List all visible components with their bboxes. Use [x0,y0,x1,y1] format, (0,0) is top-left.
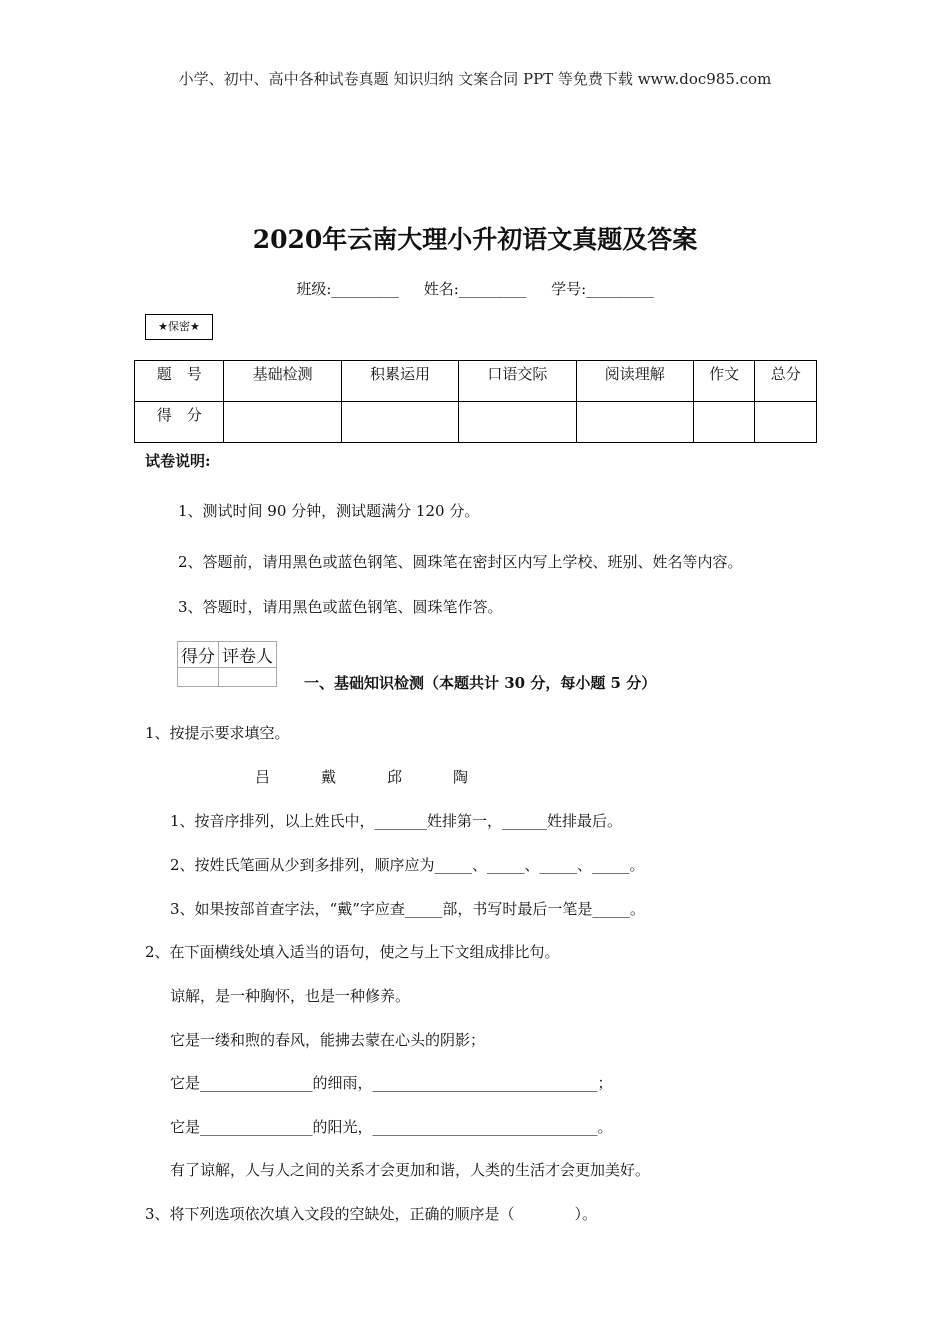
header-cell: 口语交际 [459,361,576,402]
question-2-line: 它是_______________的细雨，______________________________； [170,1074,613,1092]
surname-list [255,766,519,787]
score-cell[interactable] [224,402,341,443]
header-cell: 阅读理解 [576,361,693,402]
class-field: 班级:_________ [296,280,399,298]
surname: 吕 [255,768,271,786]
question-2-line: 谅解，是一种胸怀，也是一种修养。 [170,987,411,1005]
page-title: 2020年云南大理小升初语文真题及答案 [252,225,698,254]
header-cell: 题 号 [135,361,224,402]
grader-score-cell[interactable] [178,668,219,687]
grader-box [177,641,277,687]
header-banner: 小学、初中、高中各种试卷真题 知识归纳 文案合同 PPT 等免费下载 www.doc985.com [178,70,772,88]
score-table-score-row [135,402,817,443]
question-1-stem: 1、按提示要求填空。 [145,724,290,742]
question-2-line: 它是一缕和煦的春风，能拂去蒙在心头的阴影； [170,1031,486,1049]
header-cell: 基础检测 [224,361,341,402]
score-table [134,360,817,443]
score-cell[interactable] [341,402,458,443]
grader-score-label: 得分 [178,642,219,668]
student-info-fields [0,278,950,299]
header-cell: 积累运用 [341,361,458,402]
surname: 戴 [321,768,337,786]
instruction-item: 1、测试时间 90 分钟，测试题满分 120 分。 [178,502,480,520]
instruction-item: 3、答题时，请用黑色或蓝色钢笔、圆珠笔作答。 [178,598,503,616]
instructions-title: 试卷说明: [145,452,211,470]
score-cell[interactable] [755,402,817,443]
row-label: 得 分 [135,402,224,443]
header-cell: 作文 [693,361,755,402]
instruction-item: 2、答题前，请用黑色或蓝色钢笔、圆珠笔在密封区内写上学校、班别、姓名等内容。 [178,553,743,571]
question-1-sub: 2、按姓氏笔画从少到多排列，顺序应为_____、_____、_____、_____。 [170,856,645,874]
name-field: 姓名:_________ [423,280,527,298]
question-1-sub: 1、按音序排列，以上姓氏中，_______姓排第一，______姓排最后。 [170,812,623,830]
score-cell[interactable] [693,402,755,443]
question-2-line: 有了谅解，人与人之间的关系才会更加和谐，人类的生活才会更加美好。 [170,1161,651,1179]
question-3-stem: 3、将下列选项依次填入文段的空缺处，正确的顺序是（ ）。 [145,1205,598,1223]
surname: 陶 [453,768,469,786]
question-1-sub: 3、如果按部首查字法，“戴”字应查_____部，书写时最后一笔是_____。 [170,900,645,918]
grader-reviewer-label: 评卷人 [219,642,277,668]
section-title: 一、基础知识检测（本题共计 30 分，每小题 5 分） [304,674,657,692]
grader-reviewer-cell[interactable] [219,668,277,687]
question-2-stem: 2、在下面横线处填入适当的语句，使之与上下文组成排比句。 [145,943,560,961]
secret-badge: ★保密★ [145,314,213,340]
surname: 邱 [387,768,403,786]
id-field: 学号:_________ [551,280,654,298]
question-2-line: 它是_______________的阳光，______________________________。 [170,1118,613,1136]
score-cell[interactable] [576,402,693,443]
score-table-header-row [135,361,817,402]
header-cell: 总分 [755,361,817,402]
score-cell[interactable] [459,402,576,443]
